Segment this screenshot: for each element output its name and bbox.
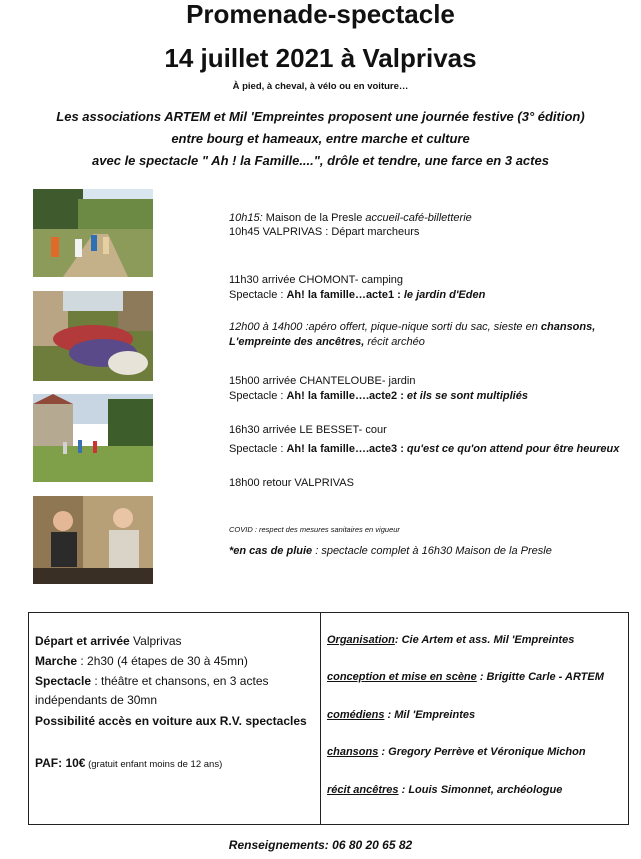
spectacle-label-2: Spectacle : bbox=[229, 390, 287, 402]
spectacle-acte3 bbox=[229, 442, 619, 456]
empreinte-text: L'empreinte des ancêtres, bbox=[229, 336, 365, 348]
conception-label: conception et mise en scène bbox=[327, 671, 477, 683]
spectacle-note-1: le jardin d'Eden bbox=[403, 289, 486, 301]
spectacle-acte2 bbox=[229, 389, 528, 403]
schedule-1200-line2 bbox=[229, 335, 425, 349]
schedule-1800: 18h00 retour VALPRIVAS bbox=[229, 477, 354, 489]
footer-renseignements: Renseignements: 06 80 20 65 82 bbox=[228, 838, 413, 852]
chansons-value: : Gregory Perrève et Véronique Michon bbox=[378, 746, 586, 758]
photo-musicians bbox=[33, 496, 153, 584]
chansons-line bbox=[327, 745, 586, 759]
spectacle-info-value: : théâtre et chansons, en 3 actes bbox=[91, 674, 269, 688]
comediens-value: : Mil 'Empreintes bbox=[384, 709, 476, 721]
paf-label: PAF: 10€ bbox=[35, 756, 86, 770]
depart-label: Départ et arrivée bbox=[35, 634, 130, 648]
subtitle: À pied, à cheval, à vélo ou en voiture… bbox=[232, 81, 409, 92]
schedule-1630: 16h30 arrivée LE BESSET- cour bbox=[229, 424, 387, 436]
photo-walkers bbox=[33, 189, 153, 277]
acces-line: Possibilité accès en voiture aux R.V. spectacles bbox=[35, 714, 307, 728]
rain-notice bbox=[229, 544, 552, 558]
schedule-1015 bbox=[229, 211, 472, 225]
note-accueil: accueil-café-billetterie bbox=[365, 212, 472, 224]
comediens-line bbox=[327, 708, 475, 722]
schedule-1045: 10h45 VALPRIVAS : Départ marcheurs bbox=[229, 226, 420, 238]
schedule-1200 bbox=[229, 320, 595, 334]
org-label: Organisation bbox=[327, 634, 395, 646]
spectacle-note-3: qu'est ce qu'on attend pour être heureux bbox=[406, 443, 620, 455]
spectacle-label-1: Spectacle : bbox=[229, 289, 287, 301]
org-line bbox=[327, 633, 574, 647]
marche-label: Marche bbox=[35, 654, 78, 668]
conception-line bbox=[327, 670, 604, 684]
apero-text: 12h00 à 14h00 :apéro offert, pique-nique sorti du sac, sieste en bbox=[229, 321, 541, 333]
depart-line bbox=[35, 634, 182, 649]
schedule-1130: 11h30 arrivée CHOMONT- camping bbox=[229, 274, 404, 286]
recit-label: récit ancêtres bbox=[327, 784, 399, 796]
intro-line3: avec le spectacle " Ah ! la Famille....", drôle et tendre, une farce en 3 actes bbox=[92, 153, 549, 168]
intro-line1: Les associations ARTEM et Mil 'Empreintes proposent une journée festive (3° édition) bbox=[56, 109, 585, 124]
spectacle-acte1 bbox=[229, 288, 485, 302]
comediens-label: comédiens bbox=[327, 709, 385, 721]
info-box-divider bbox=[320, 613, 321, 824]
spectacle-info-label: Spectacle bbox=[35, 674, 92, 688]
marche-value: : 2h30 (4 étapes de 30 à 45mn) bbox=[77, 654, 248, 668]
conception-value: : Brigitte Carle - ARTEM bbox=[476, 671, 604, 683]
place-presle: Maison de la Presle bbox=[262, 212, 366, 224]
schedule-1500: 15h00 arrivée CHANTELOUBE- jardin bbox=[229, 375, 416, 387]
chansons-label: chansons bbox=[327, 746, 379, 758]
chansons-text: chansons, bbox=[540, 321, 596, 333]
spectacle-title-1: Ah! la famille…acte1 : bbox=[286, 289, 404, 301]
rain-text: : spectacle complet à 16h30 Maison de la Presle bbox=[312, 545, 552, 557]
recit-line bbox=[327, 783, 562, 797]
spectacle-title-3: Ah! la famille….acte3 : bbox=[286, 443, 407, 455]
spectacle-note-2: et ils se sont multipliés bbox=[406, 390, 528, 402]
org-value: : Cie Artem et ass. Mil 'Empreintes bbox=[394, 634, 575, 646]
marche-line bbox=[35, 654, 248, 669]
photo-village bbox=[33, 394, 153, 482]
paf-note: (gratuit enfant moins de 12 ans) bbox=[85, 759, 223, 770]
spectacle-label-3: Spectacle : bbox=[229, 443, 287, 455]
spectacle-title-2: Ah! la famille….acte2 : bbox=[286, 390, 407, 402]
depart-value: Valprivas bbox=[129, 634, 182, 648]
paf-line bbox=[35, 756, 222, 772]
title-line1: Promenade-spectacle bbox=[186, 0, 455, 29]
covid-notice: COVID : respect des mesures sanitaires en vigueur bbox=[229, 525, 400, 534]
photo-picnic bbox=[33, 291, 153, 381]
title-line2: 14 juillet 2021 à Valprivas bbox=[164, 43, 477, 73]
recit-text: récit archéo bbox=[364, 336, 425, 348]
recit-value: : Louis Simonnet, archéologue bbox=[398, 784, 563, 796]
spectacle-line2: indépendants de 30mn bbox=[35, 693, 158, 707]
spectacle-line bbox=[35, 674, 269, 689]
time-1015: 10h15: bbox=[229, 212, 263, 224]
rain-label: *en cas de pluie bbox=[229, 545, 313, 557]
intro-line2: entre bourg et hameaux, entre marche et culture bbox=[171, 131, 470, 146]
info-box bbox=[28, 612, 629, 825]
